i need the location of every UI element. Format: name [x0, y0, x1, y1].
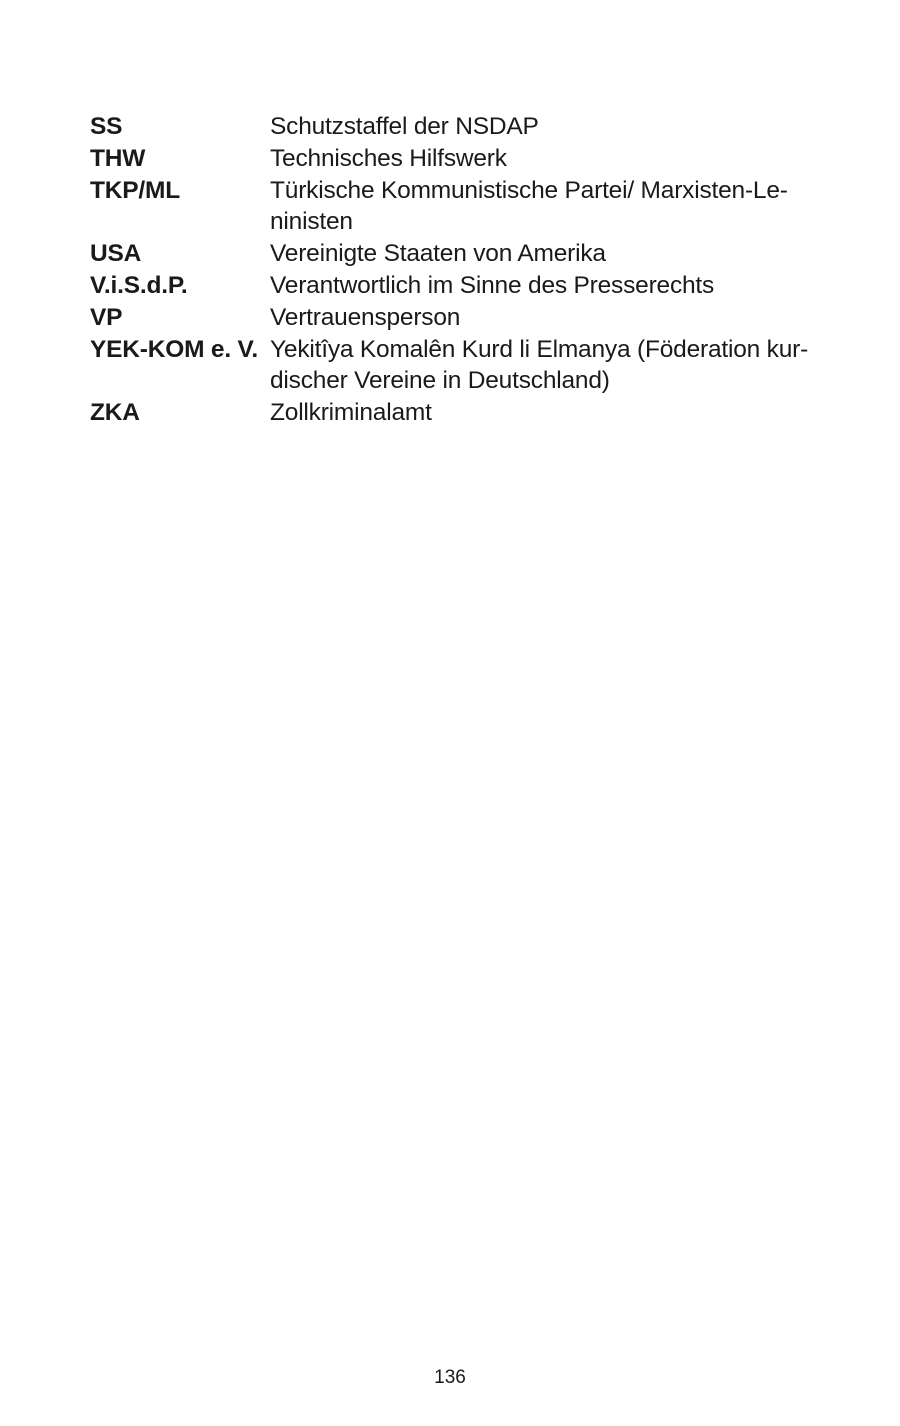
- page-number: 136: [434, 1367, 466, 1388]
- abbreviation-entry: [90, 143, 830, 175]
- abbreviation-meaning: [270, 334, 830, 398]
- meaning-line: Vertrauensperson: [270, 303, 461, 331]
- meaning-line: Verantwortlich im Sinne des Presserechts: [270, 271, 715, 299]
- abbreviation-meaning: [270, 397, 830, 429]
- abbreviation-term: VP: [90, 303, 123, 331]
- meaning-line: Yekitîya Komalên Kurd li Elmanya (Föderation kur-: [270, 335, 809, 363]
- abbreviation-entry: [90, 238, 830, 270]
- abbreviation-meaning: [270, 175, 830, 239]
- abbreviation-term: ZKA: [90, 399, 140, 427]
- meaning-line: ninisten: [270, 208, 353, 236]
- abbreviation-meaning: [270, 270, 830, 302]
- abbreviation-term: TKP/ML: [90, 176, 180, 204]
- abbreviation-meaning: [270, 238, 830, 270]
- meaning-line: Schutzstaffel der NSDAP: [270, 113, 539, 140]
- abbreviation-meaning: [270, 111, 830, 143]
- meaning-line: Zollkriminalamt: [270, 399, 432, 427]
- abbreviation-entry: [90, 302, 830, 334]
- abbreviation-entry: [90, 334, 830, 398]
- abbreviation-term: USA: [90, 240, 142, 268]
- abbreviation-entry: [90, 270, 830, 302]
- abbreviation-term: YEK-KOM e. V.: [90, 335, 259, 363]
- abbreviation-entry: [90, 111, 830, 143]
- abbreviation-term: SS: [90, 113, 123, 140]
- meaning-line: discher Vereine in Deutschland): [270, 367, 610, 395]
- abbreviation-entry: [90, 175, 830, 239]
- meaning-line: Technisches Hilfswerk: [270, 144, 507, 172]
- abbreviation-list: [90, 111, 830, 429]
- abbreviation-entry: [90, 397, 830, 429]
- meaning-line: Vereinigte Staaten von Amerika: [270, 240, 606, 268]
- abbreviation-term: V.i.S.d.P.: [90, 271, 188, 299]
- abbreviation-term: THW: [90, 144, 146, 172]
- abbreviation-meaning: [270, 143, 830, 175]
- meaning-line: Türkische Kommunistische Partei/ Marxisten-Le-: [270, 176, 788, 204]
- abbreviation-meaning: [270, 302, 830, 334]
